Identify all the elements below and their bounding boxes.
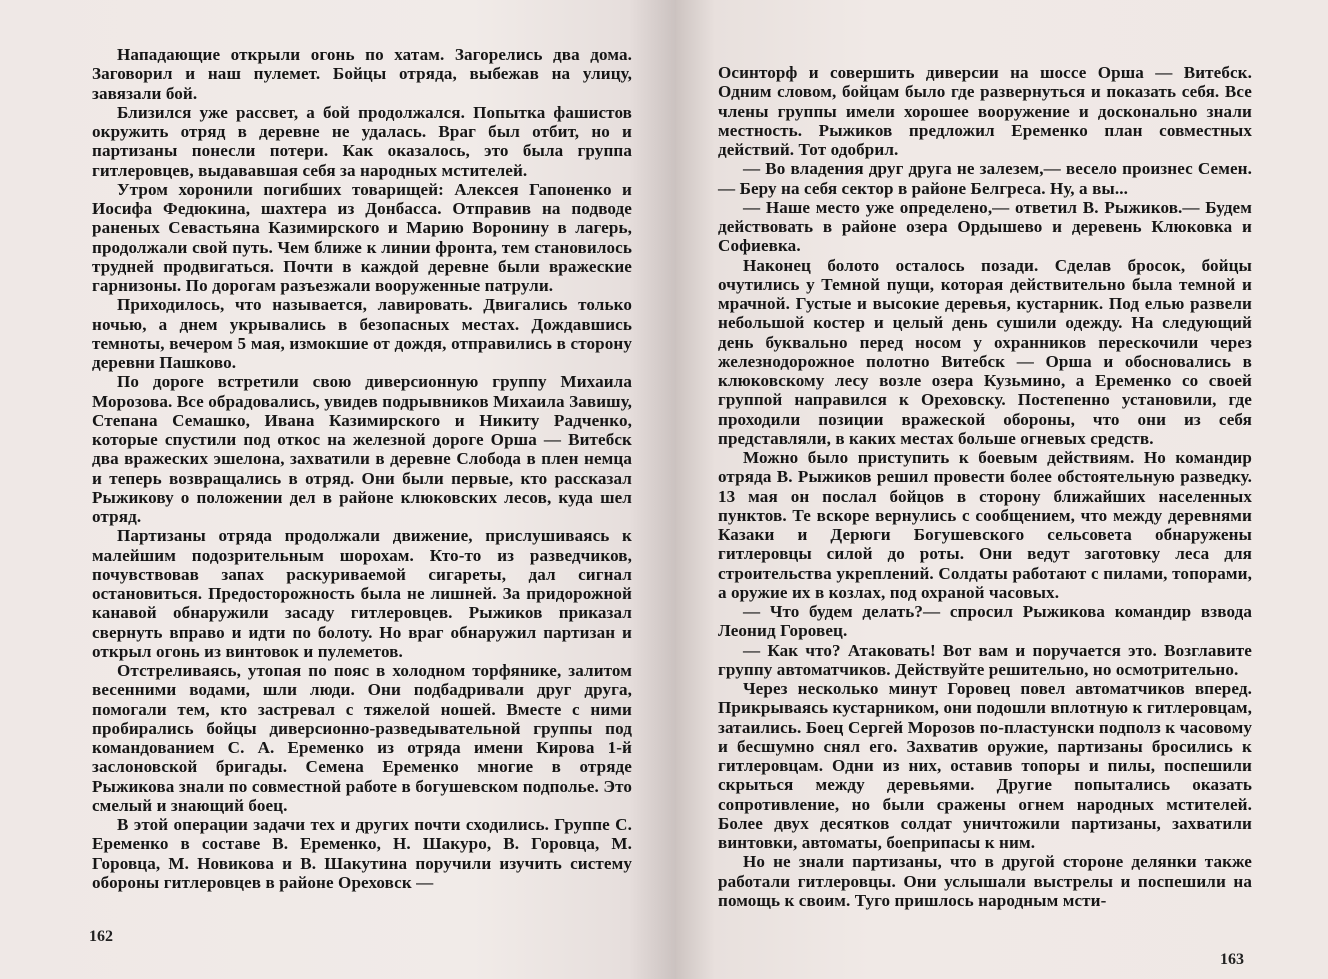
paragraph: — Во владения друг друга не залезем,— весело произнес Семен.— Беру на себя сектор в районе Белгреса. Ну, а вы...	[718, 159, 1252, 198]
right-page	[676, 0, 1328, 979]
paragraph: Приходилось, что называется, лавировать. Двигались только ночью, а днем укрывались в безопасных местах. Дождавшись темноты, вечером 5 мая, измокшие от дождя, отправились в сторону деревни Пашково.	[92, 295, 632, 372]
paragraph: Партизаны отряда продолжали движение, прислушиваясь к малейшим подозрительным шорохам. Кто-то из разведчиков, почувствовав запах раскуриваемой сигареты, дал сигнал остановиться. Предосторожность была не лишней. За придорожной канавой обнаружили засаду гитлеровцев. Рыжиков приказал свернуть вправо и идти по болоту. Но враг обнаружил партизан и открыл огонь из винтовок и пулеметов.	[92, 526, 632, 661]
paragraph: В этой операции задачи тех и других почти сходились. Группе С. Еременко в составе В. Еременко, Н. Шакуро, В. Горовца, М. Горовца, М. Новикова и В. Шакутина поручили изучить систему обороны гитлеровцев в районе Ореховск —	[92, 815, 632, 892]
paragraph: Через несколько минут Горовец повел автоматчиков вперед. Прикрываясь кустарником, они подошли вплотную к гитлеровцам, затаились. Боец Сергей Морозов по-пластунски подполз к часовому и бесшумно снял его. Захватив оружие, партизаны бросились к гитлеровцам. Одни из них, оставив топоры и пилы, поспешили скрыться между деревьями. Другие попытались оказать сопротивление, но были сражены огнем народных мстителей. Более двух десятков солдат уничтожили партизаны, захватили винтовки, автоматы, боеприпасы к ним.	[718, 679, 1252, 852]
paragraph-continued: Осинторф и совершить диверсии на шоссе Орша — Витебск. Одним словом, бойцам было где развернуться и показать себя. Все члены группы имели хорошее вооружение и досконально знали местность. Рыжиков предложил Еременко план совместных действий. Тот одобрил.	[718, 63, 1252, 159]
page-number-right: 163	[1220, 951, 1244, 968]
paragraph: — Наше место уже определено,— ответил В. Рыжиков.— Будем действовать в районе озера Ордышево и деревень Клюковка и Софиевка.	[718, 197, 1252, 256]
paragraph: Можно было приступить к боевым действиям. Но командир отряда В. Рыжиков решил провести более обстоятельную разведку. 13 мая он послал бойцов в сторону ближайших населенных пунктов. Те вскоре вернулись с сообщением, что между деревнями Казаки и Дерюги Богушевского сельсовета обнаружены гитлеровцы силой до роты. Они ведут заготовку леса для строительства укреплений. Солдаты работают с пилами, топорами, а оружие их в козлах, под охраной часовых.	[718, 448, 1252, 602]
paragraph: — Что будем делать?— спросил Рыжикова командир взвода Леонид Горовец.	[718, 602, 1252, 641]
paragraph: По дороге встретили свою диверсионную группу Михаила Морозова. Все обрадовались, увидев подрывников Михаила Завишу, Степана Семашко, Ивана Казимирского и Никиту Радченко, которые спустили под откос на железной дороге Орша — Витебск два вражеских эшелона, захватили в деревне Слобода в плен немца и теперь возвращались в отряд. Они были первые, кто рассказал Рыжикову о положении дел в районе клюковских лесов, куда шел отряд.	[92, 372, 632, 526]
paragraph: Наконец болото осталось позади. Сделав бросок, бойцы очутились у Темной пущи, которая действительно была темной и мрачной. Густые и высокие деревья, кустарник. Под елью развели небольшой костер и целый день сушили одежду. На следующий день буквально перед носом у охранников перескочили через железнодорожное полотно Витебск — Орша и обосновались в клюковскому лесу возле озера Кузьмино, а Еременко со своей группой направился к Ореховску. Постепенно установили, где проходили позиции вражеской обороны, что они из себя представляли, в каких местах больше огневых средств.	[718, 255, 1252, 448]
page-number-left: 162	[89, 928, 113, 945]
paragraph: Нападающие открыли огонь по хатам. Загорелись два дома. Заговорил и наш пулемет. Бойцы отряда, выбежав на улицу, завязали бой.	[92, 45, 632, 103]
paragraph: Отстреливаясь, утопая по пояс в холодном торфянике, залитом весенними водами, шли люди. Они подбадривали друг друга, помогали тем, кто застревал с тяжелой ношей. Вместе с ними пробирались бойцы диверсионно-разведывательной группы под командованием С. А. Еременко из отряда имени Кирова 1-й заслоновской бригады. Семена Еременко многие в отряде Рыжикова знали по совместной работе в богушевском подполье. Это смелый и знающий боец.	[92, 661, 632, 815]
paragraph: Но не знали партизаны, что в другой стороне делянки также работали гитлеровцы. Они услышали выстрелы и поспешили на помощь к своим. Туго пришлось народным мсти-	[718, 852, 1252, 910]
left-page-text	[92, 45, 632, 892]
paragraph: Утром хоронили погибших товарищей: Алексея Гапоненко и Иосифа Федюкина, шахтера из Донбасса. Отправив на подводе раненых Севастьяна Казимирского и Марию Воронину в лагерь, продолжали свой путь. Чем ближе к линии фронта, тем становилось трудней продвигаться. Почти в каждой деревне были вражеские гарнизоны. По дорогам разъезжали вооруженные патрули.	[92, 179, 632, 295]
right-page-text	[718, 63, 1252, 910]
paragraph: Близился уже рассвет, а бой продолжался. Попытка фашистов окружить отряд в деревне не удалась. Враг был отбит, но и партизаны понесли потери. Как оказалось, это была группа гитлеровцев, выдававшая себя за народных мстителей.	[92, 102, 632, 180]
paragraph: — Как что? Атаковать! Вот вам и поручается это. Возглавите группу автоматчиков. Действуйте решительно, но осмотрительно.	[718, 640, 1252, 679]
